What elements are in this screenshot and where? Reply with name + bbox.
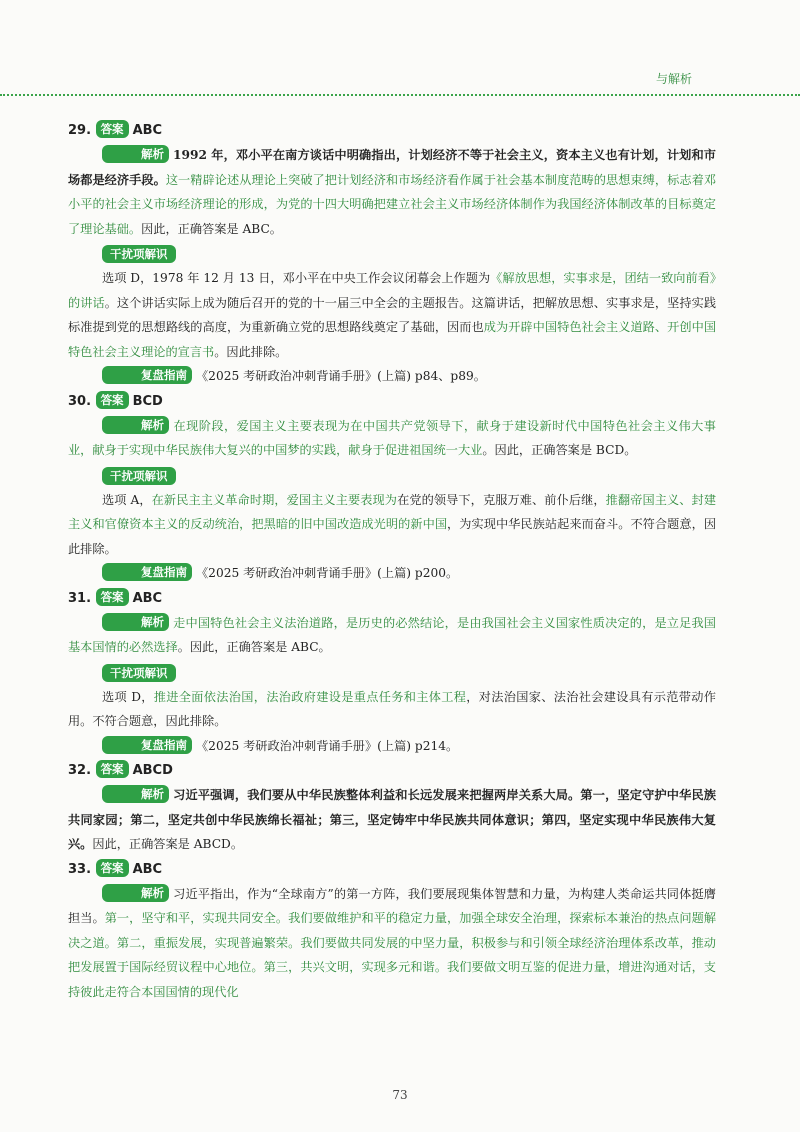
analysis-paragraph: 解析 在现阶段，爱国主义主要表现为在中国共产党领导下，献身于建设新时代中国特色社会主义伟大事业，献身于实现中华民族伟大复兴的中国梦的实践，献身于促进祖国统一大业。因此，正确答案是 BCD。 (68, 417, 716, 457)
answer-tag: 答案 (96, 391, 129, 409)
distractor-paragraph: 选项 D，推进全面依法治国，法治政府建设是重点任务和主体工程，对法治国家、法治社会建设具有示范带动作用。不符合题意，因此排除。 (68, 689, 716, 728)
answer-tag: 答案 (96, 120, 129, 138)
answer-value: ABC (132, 590, 163, 606)
answer-tag: 答案 (96, 588, 129, 606)
header-divider (0, 94, 800, 96)
distractor-tag: 干扰项解识 (102, 664, 176, 682)
answer-value: ABCD (132, 763, 173, 778)
distractor-paragraph: 选项 A，在新民主主义革命时期，爱国主义主要表现为在党的领导下，克服万难、前仆后继，推翻帝国主义、封建主义和官僚资本主义的反动统治，把黑暗的旧中国改造成光明的新中国，为实现中华民族站起来而奋斗。不符合题意，因此排除。 (68, 492, 717, 556)
distractor-paragraph: 选项 D，1978 年 12 月 13 日，邓小平在中央工作会议闭幕会上作题为《解放思想，实事求是，团结一致向前看》的讲话。这个讲话实际上成为随后召开的党的十一届三中全会的主题报告。这篇讲话，把解放思想、实事求是，坚持实践标准提到党的思想路线的高度，为重新确立党的思想路线奠定了基础，因而也成为开辟中国特色社会主义道路、开创中国特色社会主义理论的宣言书。因此排除。 (68, 271, 717, 359)
analysis-paragraph: 解析 1992 年，邓小平在南方谈话中明确指出，计划经济不等于社会主义，资本主义也有计划，计划和市场都是经济手段。这一精辟论述从理论上突破了把计划经济和市场经济看作属于社会基本制度范畴的思想束缚，标志着邓小平的社会主义市场经济理论的形成，为党的十四大明确把建立社会主义市场经济体制作为我国经济体制改革的目标奠定了理论基础。因此，正确答案是 ABC。 (68, 147, 717, 236)
analysis-paragraph: 解析 习近平强调，我们要从中华民族整体利益和长远发展来把握两岸关系大局。第一，坚定守护中华民族共同家园；第二，坚定共创中华民族绵长福祉；第三，坚定铸牢中华民族共同体意识；第四，坚定实现中华民族伟大复兴。因此，正确答案是 ABCD。 (68, 787, 716, 851)
question-31-header (68, 588, 716, 609)
review-tag: 复盘指南 (102, 366, 192, 384)
running-header: 与解析 (656, 72, 693, 86)
analysis-paragraph: 解析 走中国特色社会主义法治道路，是历史的必然结论，是由我国社会主义国家性质决定的，是立足我国基本国情的必然选择。因此，正确答案是 ABC。 (68, 614, 716, 654)
review-tag: 复盘指南 (102, 736, 192, 754)
distractor-tag: 干扰项解识 (102, 245, 176, 263)
analysis-paragraph: 解析 习近平指出，作为“全球南方”的第一方阵，我们要展现集体智慧和力量，为构建人类命运共同体挺膺担当。第一，坚守和平，实现共同安全。我们要做维护和平的稳定力量，加强全球安全治理，探索标本兼治的热点问题解决之道。第二，重振发展，实现普遍繁荣。我们要做共同发展的中坚力量，积极参与和引领全球经济治理体系改革，推动把发展置于国际经贸议程中心地位。第三，共兴文明，实现多元和谐。我们要做文明互鉴的促进力量，增进沟通对话，支持彼此走符合本国国情的现代化 (68, 885, 717, 999)
question-33-header (68, 859, 716, 880)
answer-tag: 答案 (96, 859, 129, 877)
question-30-header (68, 391, 716, 412)
answer-value: BCD (132, 393, 163, 409)
analysis-tag: 解析 (102, 884, 169, 902)
review-line: 复盘指南 《2025 考研政治冲刺背诵手册》(上篇) p214。 (68, 734, 716, 759)
question-number: 32. (68, 763, 92, 778)
analysis-tag: 解析 (102, 145, 169, 163)
distractor-header (102, 663, 716, 682)
review-line: 复盘指南 《2025 考研政治冲刺背诵手册》(上篇) p84、p89。 (68, 364, 716, 389)
question-32-header (68, 760, 716, 781)
question-number: 29. (68, 123, 92, 138)
answer-value: ABC (132, 123, 163, 138)
answer-tag: 答案 (96, 760, 129, 778)
distractor-header (102, 244, 716, 263)
analysis-tag: 解析 (102, 785, 169, 803)
analysis-tag: 解析 (102, 613, 169, 631)
page-number: 73 (392, 1088, 408, 1102)
answer-content (68, 118, 716, 1004)
review-line: 复盘指南 《2025 考研政治冲刺背诵手册》(上篇) p200。 (68, 561, 716, 586)
analysis-tag: 解析 (102, 416, 169, 434)
answer-value: ABC (132, 861, 163, 877)
question-29-header (68, 120, 716, 141)
question-number: 31. (68, 590, 92, 606)
question-number: 30. (68, 393, 92, 409)
question-number: 33. (68, 861, 92, 877)
distractor-header (102, 466, 716, 485)
distractor-tag: 干扰项解识 (102, 467, 176, 485)
review-tag: 复盘指南 (102, 563, 192, 581)
